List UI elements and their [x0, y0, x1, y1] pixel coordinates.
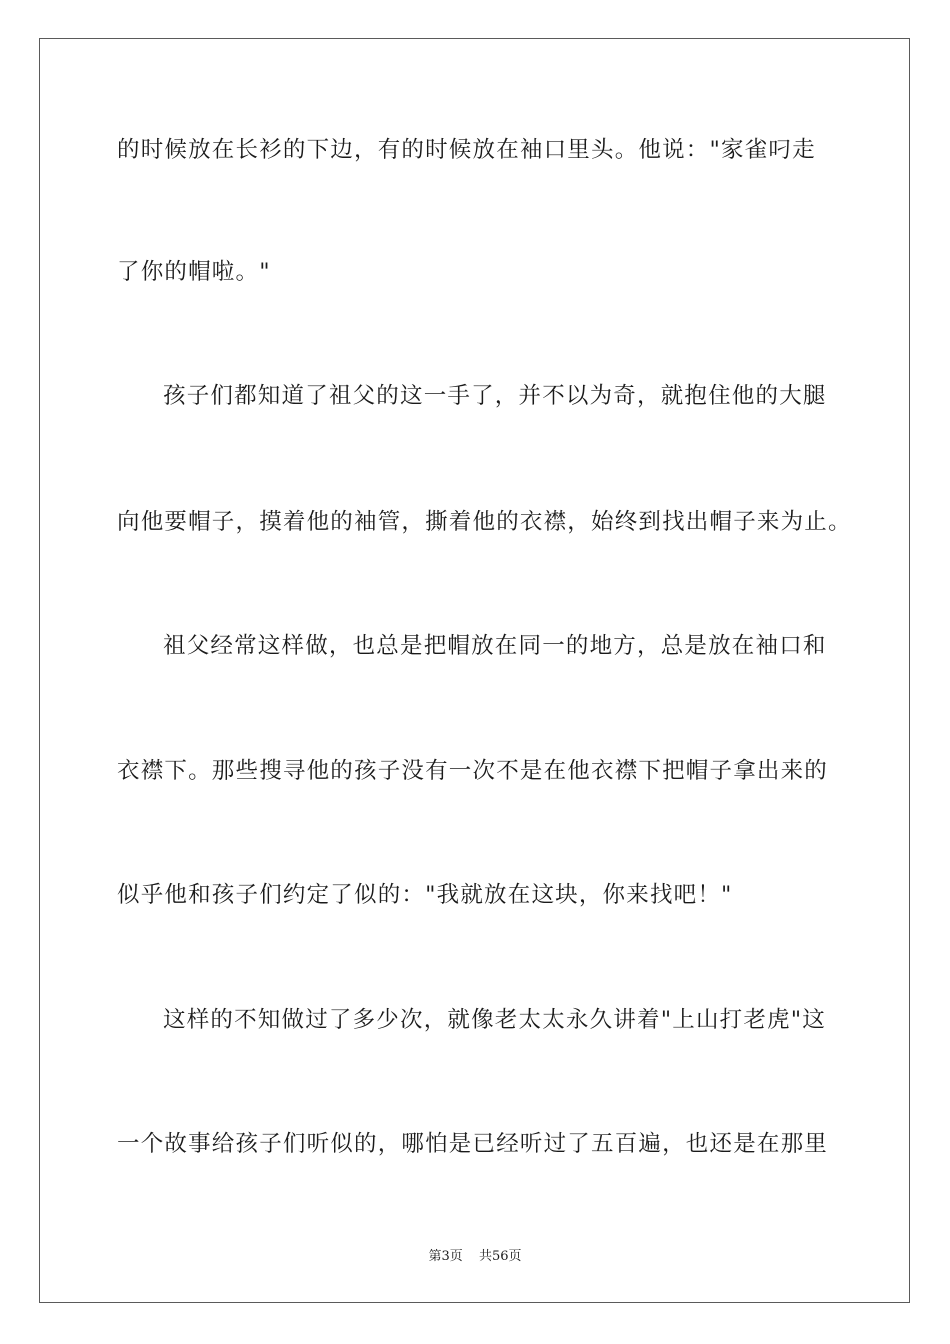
- paragraph-line-1: 的时候放在长衫的下边，有的时候放在袖口里头。他说："家雀叼走: [117, 137, 816, 163]
- paragraph-line-9: 一个故事给孩子们听似的，哪怕是已经听过了五百遍，也还是在那里: [117, 1131, 829, 1157]
- paragraph-line-6: 衣襟下。那些搜寻他的孩子没有一次不是在他衣襟下把帽子拿出来的: [117, 758, 829, 784]
- page-border: [39, 38, 910, 1303]
- page-number: 第3页: [428, 1249, 463, 1264]
- paragraph-line-5: 祖父经常这样做，也总是把帽放在同一的地方，总是放在袖口和: [163, 633, 827, 659]
- paragraph-line-4: 向他要帽子，摸着他的袖管，撕着他的衣襟，始终到找出帽子来为止。: [117, 509, 852, 535]
- paragraph-line-7: 似乎他和孩子们约定了似的："我就放在这块，你来找吧！": [117, 882, 733, 908]
- paragraph-line-2: 了你的帽啦。": [117, 259, 271, 285]
- total-pages: 共56页: [478, 1249, 522, 1264]
- paragraph-line-3: 孩子们都知道了祖父的这一手了，并不以为奇，就抱住他的大腿: [163, 383, 827, 409]
- paragraph-line-8: 这样的不知做过了多少次，就像老太太永久讲着"上山打老虎"这: [163, 1007, 826, 1033]
- page-footer: [0, 1248, 950, 1266]
